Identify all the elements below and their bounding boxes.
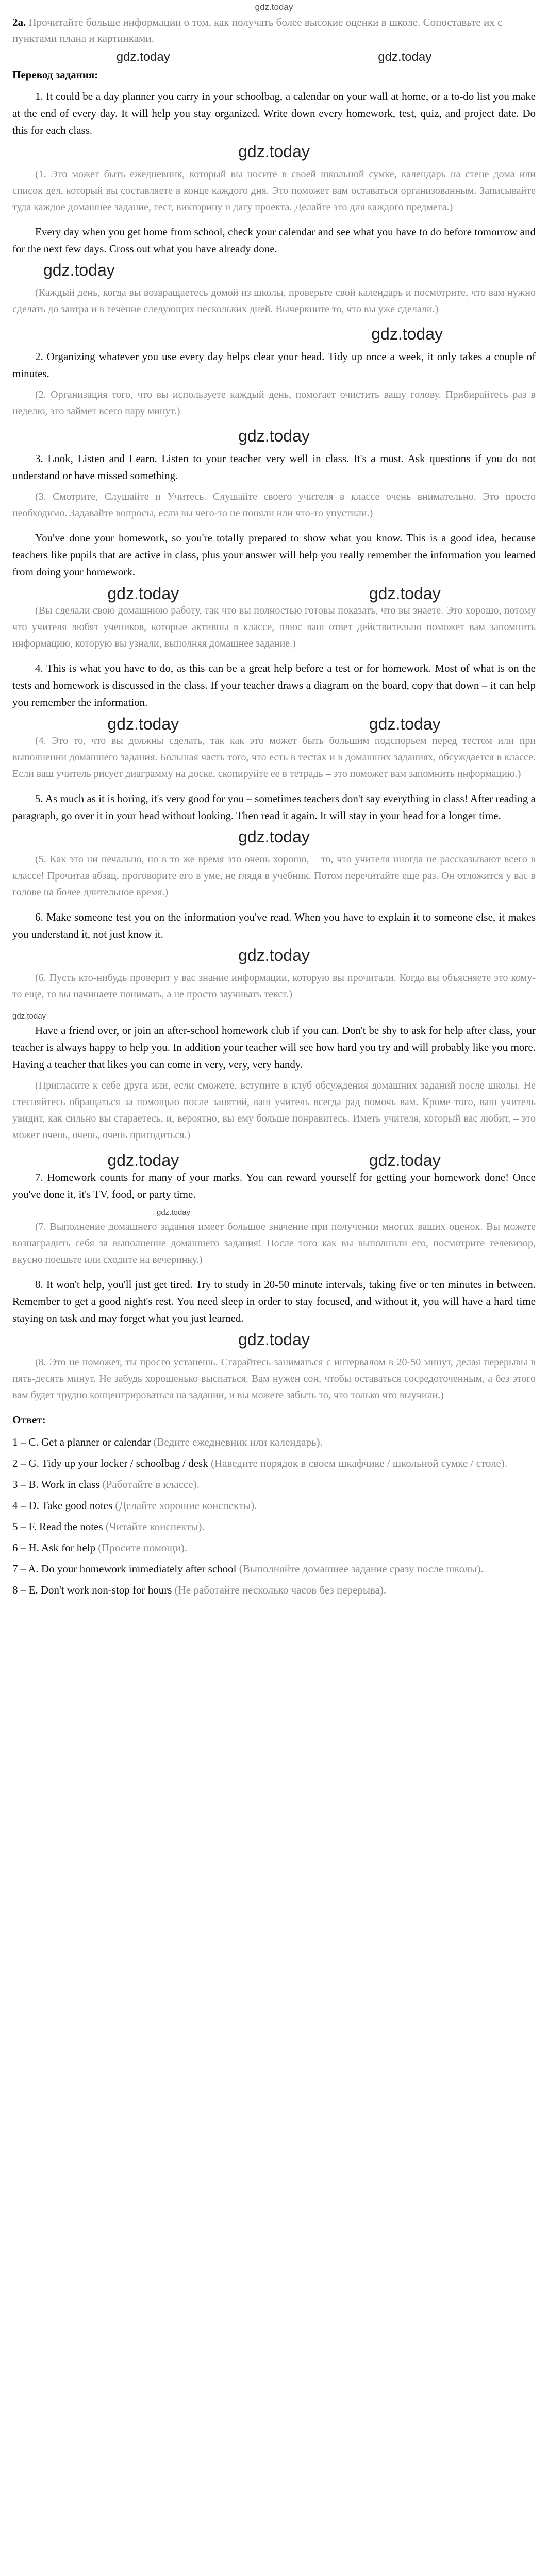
answer-russian: (Читайте конспекты). xyxy=(105,1520,205,1533)
answer-item xyxy=(12,1432,536,1453)
english-paragraph: 3. Look, Listen and Learn. Listen to your teacher very well in class. It's a must. Ask questions if you do not understand or have missed something. xyxy=(12,452,536,482)
answer-russian: (Работайте в классе). xyxy=(102,1478,200,1490)
task-text: Прочитайте больше информации о том, как получать более высокие оценки в школе. Сопоставьте их с пунктами плана и картинками. xyxy=(12,16,503,44)
answer-english: 4 – D. Take good notes xyxy=(12,1499,113,1512)
answer-item xyxy=(12,1474,536,1495)
answer-russian: (Ведите ежедневник или календарь). xyxy=(153,1436,323,1448)
russian-translation: (1. Это может быть ежедневник, который вы носите в своей школьной сумке, календарь на стене дома или список дел, который вы составляете в конце каждого дня. Это поможет вам оставаться организованным. Записывайте туда каждое домашнее задание, тест, викторину и дату проекта. Делайте это для каждого предмета.) xyxy=(12,168,536,213)
watermark: gdz.today xyxy=(369,715,441,733)
watermark: gdz.today xyxy=(12,1012,46,1021)
russian-translation: (Каждый день, когда вы возвращаетесь домой из школы, проверьте свой календарь и посмотрите, что вам нужно сделать до завтра и в течение следующих нескольких дней. Вычеркните то, что вы уже сделали.) xyxy=(12,287,536,315)
answer-russian: (Просите помощи). xyxy=(98,1541,188,1554)
translation-heading: Перевод задания: xyxy=(12,69,98,81)
russian-translation: (2. Организация того, что вы используете каждый день, помогает очистить вашу голову. Прибирайтесь раз в неделю, это займет всего пару минут.) xyxy=(12,389,536,417)
english-paragraph: 7. Homework counts for many of your marks. You can reward yourself for getting your homework done! Once you've done it, it's TV, food, or party time. xyxy=(12,1171,536,1200)
english-paragraph: Have a friend over, or join an after-school homework club if you can. Don't be shy to ask for help after class, your teacher is always happy to help you. In addition your teacher will see how hard you try and will probably like you more. Having a teacher that likes you can come in very, very, very handy. xyxy=(12,1024,536,1071)
russian-translation: (3. Смотрите, Слушайте и Учитесь. Слушайте своего учителя в классе очень внимательно. Это просто необходимо. Задавайте вопросы, если вы чего-то не поняли или что-то упустили.) xyxy=(12,491,536,519)
watermark: gdz.today xyxy=(107,715,179,733)
watermark-row xyxy=(12,326,536,348)
english-paragraph: 5. As much as it is boring, it's very good for you – sometimes teachers don't say everything in class! After reading a paragraph, go over it in your head without looking. Then read it again. It will stay in your head for a longer time. xyxy=(12,792,536,822)
watermark-row xyxy=(12,715,536,733)
task-number: 2a. xyxy=(12,16,26,28)
watermark: gdz.today xyxy=(255,2,293,12)
english-paragraph: 8. It won't help, you'll just get tired. Try to study in 20-50 minute intervals, taking five or ten minutes in between. Remember to get a good night's rest. You need sleep in order to stay focused, and without it, you will have a hard time staying on task and may forget what you just learned. xyxy=(12,1278,536,1325)
answer-english: 3 – B. Work in class xyxy=(12,1478,100,1490)
russian-translation: (7. Выполнение домашнего задания имеет большое значение при получении многих ваших оценок. Вы можете вознаградить себя за выполнение домашнего задания! После того как вы выполнили его, посмотрите телевизор, вкусно поешьте или сходите на вечеринку.) xyxy=(12,1221,536,1265)
watermark: gdz.today xyxy=(43,261,115,279)
english-paragraph: Every day when you get home from school, check your calendar and see what you have to do before tomorrow and for the next few days. Cross out what you have already done. xyxy=(12,226,536,255)
answer-item xyxy=(12,1495,536,1516)
answer-english: 1 – C. Get a planner or calendar xyxy=(12,1436,151,1448)
answer-item xyxy=(12,1580,536,1601)
answer-english: 6 – H. Ask for help xyxy=(12,1541,95,1554)
watermark: gdz.today xyxy=(369,1151,441,1170)
watermark: gdz.today xyxy=(107,1151,179,1170)
answer-russian: (Не работайте несколько часов без перерыва). xyxy=(174,1584,387,1596)
watermark-row xyxy=(12,1151,536,1169)
watermark: gdz.today xyxy=(238,946,310,964)
answer-english: 2 – G. Tidy up your locker / schoolbag / desk xyxy=(12,1457,208,1469)
watermark: gdz.today xyxy=(238,1330,310,1349)
watermark-row xyxy=(12,1331,536,1354)
russian-translation: (Пригласите к себе друга или, если сможете, вступите в клуб обсуждения домашних заданий после школы. Не стесняйтесь обращаться за помощью после занятий, ваш учитель всегда рад помочь вам. Кроме того, ваш учитель увидит, как сильно вы стараетесь, и, вероятно, вы ему больше понравитесь. Иметь учителя, который вас любит, – это может очень, очень, очень пригодиться.) xyxy=(12,1080,536,1141)
watermark-row xyxy=(12,585,536,602)
watermark-row xyxy=(12,428,536,450)
english-paragraph: 6. Make someone test you on the information you've read. When you have to explain it to someone else, it makes you understand it, not just know it. xyxy=(12,911,536,940)
english-paragraph: 1. It could be a day planner you carry in your schoolbag, a calendar on your wall at home, or a to-do list you make at the end of every day. It will help you stay organized. Write down every homework, test, quiz, and project date. Do this for each class. xyxy=(12,90,536,137)
answer-russian: (Делайте хорошие конспекты). xyxy=(115,1499,257,1512)
russian-translation: (Вы сделали свою домашнюю работу, так что вы полностью готовы показать, что вы знаете. Это хорошо, потому что учителя любят учеников, которые активны в классе, плюс ваш ответ действительно поможет вам запомнить информацию, которую вы узнали, выполняя домашнее задание.) xyxy=(12,605,536,649)
answer-russian: (Выполняйте домашнее задание сразу после школы). xyxy=(239,1563,484,1575)
watermark-row xyxy=(12,1207,536,1218)
answer-english: 7 – A. Do your homework immediately after school xyxy=(12,1563,237,1575)
russian-translation: (8. Это не поможет, ты просто устанешь. Старайтесь заниматься с интервалом в 20-50 минут, делая перерывы в пять-десять минут. Не забудь хорошенько выспаться. Вам нужен сон, чтобы оставаться сосредоточенным, а без этого вам будет трудно концентрироваться на задании, и вы можете забыть то, что только что выучили.) xyxy=(12,1357,536,1401)
russian-translation: (4. Это то, что вы должны сделать, так как это может быть большим подспорьем перед тестом или при выполнении домашнего задания. Большая часть того, что есть в тестах и в домашних заданиях, обсуждается в классе. Если ваш учитель рисует диаграмму на доске, скопируйте ее в тетрадь – это поможет вам запомнить информацию.) xyxy=(12,735,536,779)
answer-item xyxy=(12,1537,536,1558)
answer-english: 8 – E. Don't work non-stop for hours xyxy=(12,1584,172,1596)
watermark: gdz.today xyxy=(371,325,443,343)
watermark-row xyxy=(12,143,536,166)
watermark: gdz.today xyxy=(116,50,170,64)
watermark-row xyxy=(12,262,536,284)
watermark-row xyxy=(12,947,536,970)
watermark: gdz.today xyxy=(238,827,310,846)
answer-item xyxy=(12,1453,536,1474)
english-paragraph: 4. This is what you have to do, as this can be a great help before a test or for homework. Most of what is on the tests and homework is discussed in the class. If your teacher draws a diagram on the board, copy that down – it can help you remember the information. xyxy=(12,662,536,708)
watermark: gdz.today xyxy=(107,584,179,603)
answer-russian: (Наведите порядок в своем шкафчике / школьной сумке / столе). xyxy=(210,1457,508,1469)
watermark: gdz.today xyxy=(238,427,310,445)
answer-english: 5 – F. Read the notes xyxy=(12,1520,103,1533)
english-paragraph: 2. Organizing whatever you use every day helps clear your head. Tidy up once a week, it only takes a couple of minutes. xyxy=(12,350,536,380)
russian-translation: (5. Как это ни печально, но в то же время это очень хорошо, – то, что учителя иногда не рассказывают всего в классе! Прочитав абзац, проговорите его в уме, не глядя в учебник. Потом перечитайте еще раз. Он отложится у вас в голове на более длительное время.) xyxy=(12,854,536,898)
answer-item xyxy=(12,1516,536,1537)
answer-item xyxy=(12,1558,536,1580)
watermark-row xyxy=(12,1011,536,1022)
task-statement xyxy=(12,14,536,46)
watermark: gdz.today xyxy=(369,584,441,603)
watermark: gdz.today xyxy=(157,1208,191,1217)
english-paragraph: You've done your homework, so you're totally prepared to show what you know. This is a good idea, because teachers like pupils that are active in class, plus your answer will help you really remember the information you learned from doing your homework. xyxy=(12,532,536,578)
answers-title: Ответ: xyxy=(12,1414,46,1426)
watermark: gdz.today xyxy=(378,50,432,64)
watermark-row xyxy=(12,828,536,851)
watermark-row xyxy=(12,48,536,66)
russian-translation: (6. Пусть кто-нибудь проверит у вас знание информации, которую вы прочитали. Когда вы объясняете это кому-то еще, то вы начинаете понимать, а не просто заучивать текст.) xyxy=(12,972,536,1000)
watermark: gdz.today xyxy=(238,142,310,161)
